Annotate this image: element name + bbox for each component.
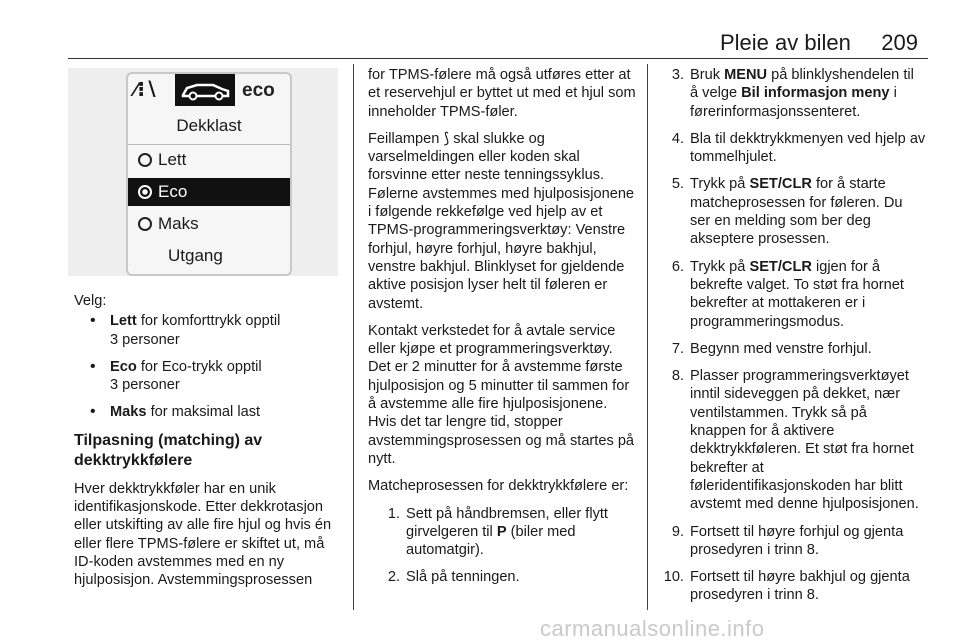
- column-middle: [368, 66, 636, 596]
- section-heading: Tilpasning (matching) av dekktrykkfølere: [74, 431, 263, 469]
- list-item: 10. Fortsett til høyre bakhjul og gjenta prosedyren i trinn 8.: [663, 569, 910, 604]
- road-icon: ∕⁝∖: [134, 79, 159, 101]
- list-item: 4. Bla til dekktrykkmenyen ved hjelp av tommelhjulet.: [671, 130, 926, 166]
- list-item: 9. Fortsett til høyre forhjul og gjenta prosedyren i trinn 8.: [671, 523, 904, 558]
- display-menu-title: Dekklast: [176, 116, 242, 135]
- steps-list: [368, 505, 636, 587]
- paragraph: Matcheprosessen for dekktrykkfølere er:: [368, 478, 629, 495]
- radio-selected-icon: [138, 185, 152, 199]
- display-option-lett: Lett: [128, 146, 290, 174]
- display-option-maks: Maks: [128, 210, 290, 238]
- list-item: • Lett for komforttrykk opptil 3 personer: [74, 312, 346, 349]
- list-item: 7. Begynn med venstre forhjul.: [671, 340, 872, 357]
- page-header-title: Pleie av bilen: [720, 30, 851, 55]
- display-option-exit: Utgang: [168, 246, 223, 265]
- dic-display-illustration: [68, 68, 338, 276]
- eco-mode-label: eco: [242, 80, 275, 101]
- column-left: [74, 292, 346, 599]
- paragraph: for TPMS-følere må også utføres etter at et reservehjul er byttet ut med et hjul som inneholder TPMS-føler.: [368, 67, 636, 120]
- list-item: 3. Bruk MENU på blinklyshendelen til å velge Bil informasjon meny i førerinformasjonssenteret.: [671, 67, 914, 120]
- list-item: 5. Trykk på SET/CLR for å starte matcheprosessen for føleren. Du ser en melding som ber deg akseptere prosessen.: [671, 176, 903, 248]
- steps-list: [652, 66, 926, 605]
- tpms-warning-icon: ⟆: [443, 130, 450, 147]
- header-rule: [68, 58, 928, 59]
- display-option-eco: Eco: [128, 178, 290, 206]
- column-right: [652, 66, 926, 614]
- paragraph: Kontakt verkstedet for å avtale service eller kjøpe et programmeringsverktøy. Det er 2 minutter for å avstemme første hjulposisjon og 5 minutter til sammen for å avstemme alle fire hjulposisjonene. Hvis det tar lengre tid, stopper avstemmingsprosessen og må startes på nytt.: [368, 322, 635, 467]
- radio-icon: [138, 153, 152, 167]
- load-options-list: [74, 312, 346, 421]
- column-divider-2: [647, 64, 648, 610]
- page-number: 209: [881, 30, 918, 55]
- display-separator: [128, 144, 290, 145]
- column-divider-1: [353, 64, 354, 610]
- list-item: 8. Plasser programmeringsverktøyet inntil sideveggen på dekket, nær ventilstammen. Trykk så på knappen for å aktivere dekktrykkføleren. Et støt fra hornet bekrefter at føleridentifikasjonskoden har blitt avstemt med denne hjulposisjonen.: [671, 368, 919, 513]
- radio-icon: [138, 217, 152, 231]
- display-top-bar: [128, 74, 290, 106]
- list-item: 6. Trykk på SET/CLR igjen for å bekrefte valget. To støt fra hornet bekrefter at mottakeren er i programmeringsmodus.: [671, 258, 904, 330]
- list-item: 1. Sett på håndbremsen, eller flytt girvelgeren til P (biler med automatgir).: [387, 505, 608, 559]
- paragraph: Feillampen ⟆ skal slukke og varselmeldingen eller koden skal forsvinne etter neste tenningssyklus. Følerne avstemmes med hjulposisjonene i følgende rekkefølge ved hjelp av et TPMS-programmeringsverktøy: Venstre forhjul, høyre forhjul, høyre bakhjul, venstre bakhjul. Blinklyset for gjeldende aktive posisjon lyser helt til føleren er avstemt.: [368, 130, 635, 312]
- list-item: • Eco for Eco-trykk opptil 3 personer: [74, 358, 346, 395]
- list-item: 2. Slå på tenningen.: [387, 569, 520, 586]
- velg-label: Velg:: [74, 293, 107, 309]
- paragraph: Hver dekktrykkføler har en unik identifikasjonskode. Etter dekkrotasjon eller utskifting av alle fire hjul og hvis én eller flere TPMS-følere er skiftet ut, må ID-koden avstemmes med en ny hjulposisjon. Avstemmingsprosessen: [74, 480, 332, 589]
- car-icon: [175, 74, 235, 106]
- display-panel: [126, 72, 292, 276]
- list-item: • Maks for maksimal last: [74, 403, 346, 421]
- watermark: carmanualsonline.info: [540, 616, 765, 641]
